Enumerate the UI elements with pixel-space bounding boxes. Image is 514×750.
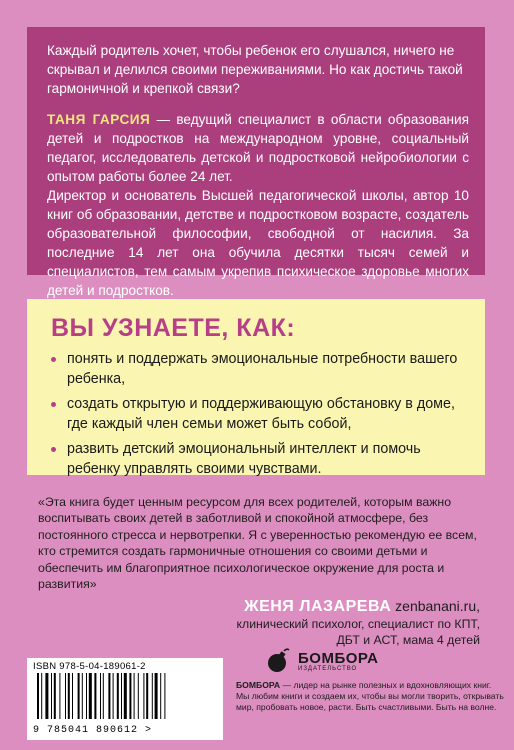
publisher-subtitle: ИЗДАТЕЛЬСТВО bbox=[298, 665, 358, 672]
author-info-box bbox=[27, 27, 485, 298]
list-item-text: создать открытую и поддерживающую обстановку в доме, где каждый член семьи может быть собой, bbox=[67, 396, 455, 432]
bullet-icon bbox=[51, 402, 56, 407]
reviewer-role-1: клинический психолог, специалист по КПТ, bbox=[236, 616, 480, 631]
quote-signature bbox=[38, 598, 480, 648]
author-bio-2: Директор и основатель Высшей педагогической школы, автор 10 книг об образовании, детстве и подростковом возрасте, создатель образовательной философии, свободной от насилия. За последние 14 лет она обучила десятки тысяч семей и специалистов, тем самым укрепив психическое здоровье многих детей и подростков. bbox=[47, 188, 469, 298]
publisher-name: БОМБОРА bbox=[298, 649, 379, 667]
list-item bbox=[51, 439, 465, 479]
list-item bbox=[51, 349, 465, 389]
signature-line bbox=[38, 598, 480, 615]
isbn-text: ISBN 978-5-04-189061-2 bbox=[33, 661, 146, 672]
barcode-digits: 9 785041 890612 > bbox=[33, 725, 153, 736]
bullet-icon bbox=[51, 357, 56, 362]
list-item-text: понять и поддержать эмоциональные потребности вашего ребенка, bbox=[67, 351, 458, 387]
bullet-icon bbox=[51, 447, 56, 452]
reviewer-name: ЖЕНЯ ЛАЗАРЕВА bbox=[244, 598, 392, 616]
publisher-logo bbox=[266, 648, 504, 674]
publisher-desc-name: БОМБОРА bbox=[236, 680, 281, 690]
intro-text: Каждый родитель хочет, чтобы ребенок его слушался, ничего не скрывал и делился своими переживаниями. Но как достичь такой гармоничной и крепкой связи? bbox=[47, 43, 463, 96]
reviewer-role-2: ДБТ и АСТ, мама 4 детей bbox=[336, 633, 480, 648]
author-bio-text: — ведущий специалист в области образования детей и подростков на международном уровне, социальный педагог, исследователь детской и подростковой нейробиологии с опытом работы более 24 лет. bbox=[47, 112, 469, 184]
list-item-text: развить детский эмоциональный интеллект и помочь ребенку управлять своими чувствами. bbox=[67, 441, 421, 477]
author-bio bbox=[47, 110, 469, 186]
learn-list bbox=[51, 349, 465, 479]
barcode-box bbox=[27, 658, 223, 740]
publisher-description bbox=[236, 680, 504, 713]
review-quote bbox=[38, 494, 480, 649]
publisher-wordmark bbox=[298, 651, 378, 672]
bomb-icon bbox=[266, 648, 290, 674]
author-name: ТАНЯ ГАРСИЯ bbox=[47, 112, 151, 127]
learn-box bbox=[27, 299, 485, 475]
list-item bbox=[51, 394, 465, 434]
publisher-block bbox=[236, 648, 504, 713]
publisher-desc-text: — лидер на рынке полезных и вдохновляющих книг. Мы любим книги и создаем их, чтобы вы могли творить, открывать мир, пробовать новое, расти. Быть счастливыми. Быть на волне. bbox=[236, 680, 504, 712]
learn-title: ВЫ УЗНАЕТЕ, КАК: bbox=[51, 314, 296, 342]
quote-text: «Эта книга будет ценным ресурсом для всех родителей, которым важно воспитывать своих детей в заботливой и спокойной атмосфере, без постоянного стресса и нервотрепки. Я с уверенностью рекомендую ее всем, кто стремится создать гармоничные отношения со своими детьми и обеспечить им благоприятное психологическое окружение для роста и развития» bbox=[38, 495, 477, 592]
barcode-icon bbox=[33, 673, 217, 719]
reviewer-site: zenbanani.ru, bbox=[391, 598, 480, 615]
